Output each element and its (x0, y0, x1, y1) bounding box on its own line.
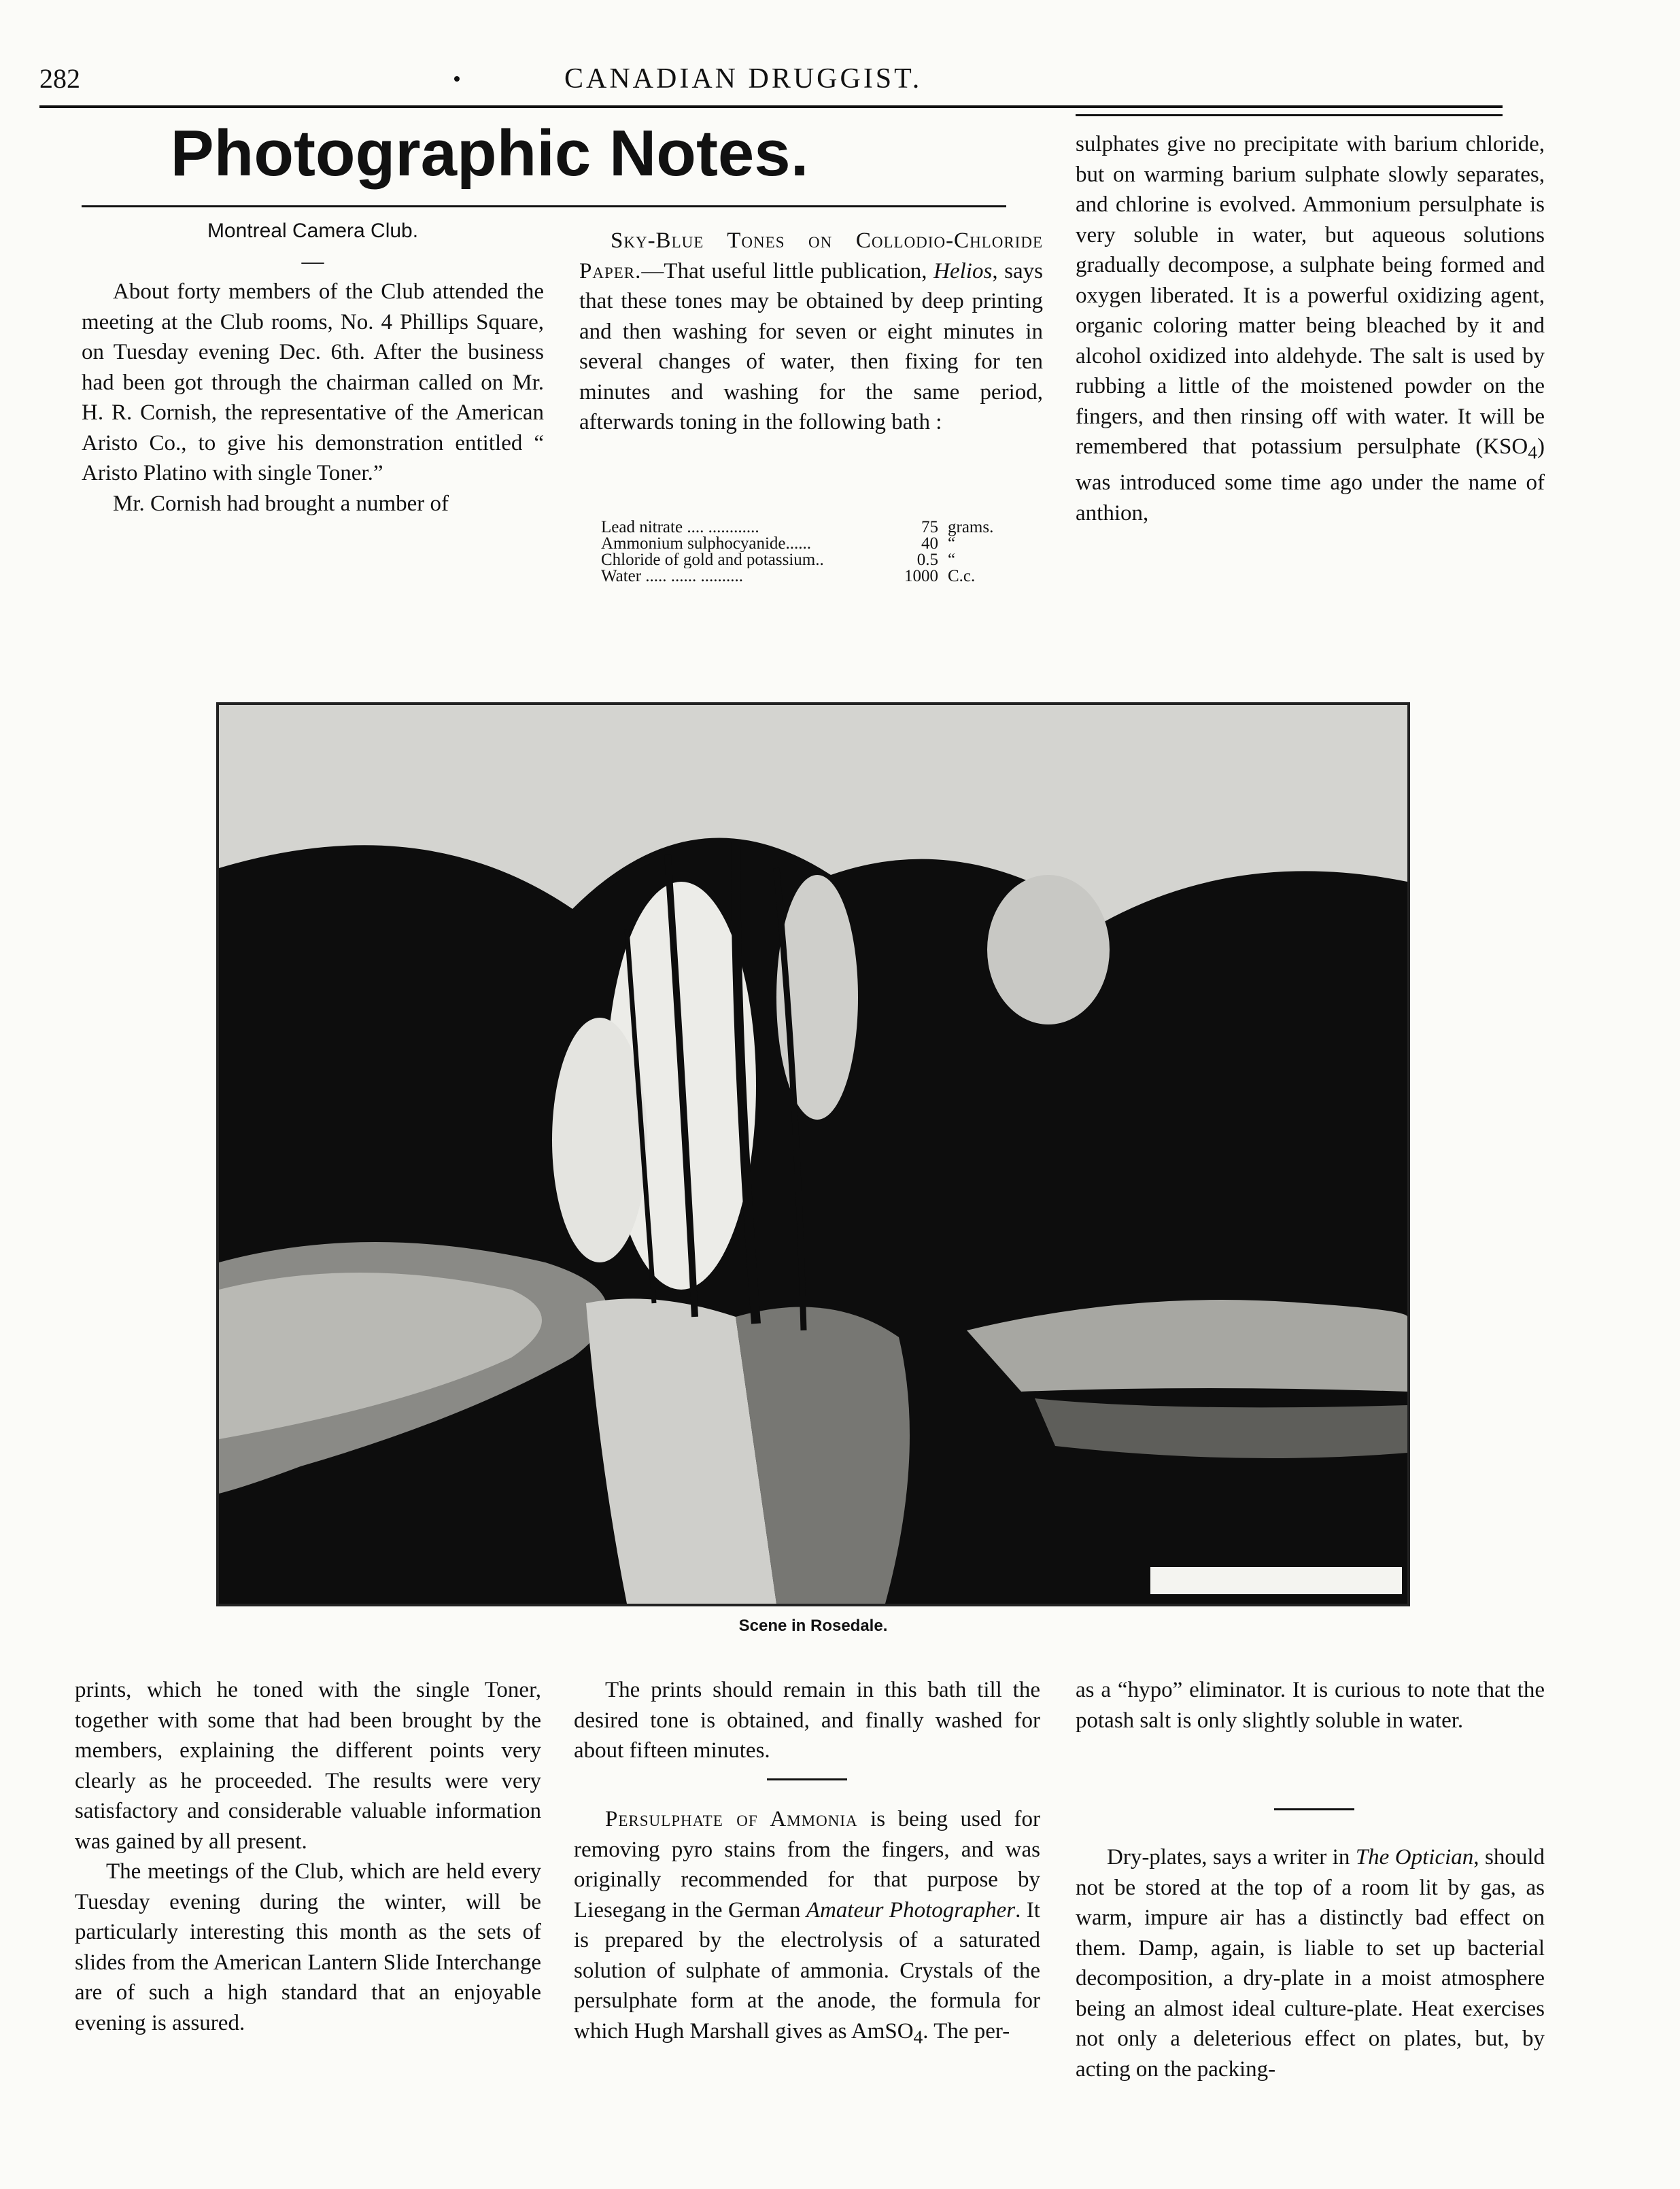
paragraph: The meetings of the Club, which are held every Tuesday evening during the winter, will be particularly interesting this month as the sets of slides from the American Lantern Slide Interchange are of such a high standard that an enjoyable evening is assured. (75, 1859, 541, 2035)
paragraph: About forty members of the Club attended the meeting at the Club rooms, No. 4 Phillips Square, on Tuesday evening Dec. 6th. After the business had been got through the chairman called on Mr. H. R. Cornish, the representative of the American Aristo Co., to give his demonstration entitled “ Aristo Platino with single Toner.” (82, 279, 544, 485)
recipe-row (601, 519, 1023, 536)
ingredient-unit: “ (948, 551, 956, 569)
text-run: Dry-plates, says a writer in (1107, 1845, 1356, 1869)
subscript: 4 (913, 2026, 923, 2048)
ingredient-unit: “ (948, 534, 956, 553)
ingredient-name: Ammonium sulphocyanide...... (601, 536, 811, 552)
column-3-bottom-dryplates (1076, 1842, 1545, 2084)
text-run: . It is prepared by the electrolysis of a saturated solution of sulphate of ammonia. Crystals of the persulphate form at the anode, the formula for which Hugh Marshall gives as AmSO (574, 1897, 1040, 2044)
recipe-row (601, 568, 1023, 585)
ingredient-name: Water ..... ...... .......... (601, 568, 744, 585)
column-2-top (579, 226, 1043, 438)
title-rule (82, 205, 1006, 207)
paragraph (1076, 129, 1545, 528)
landscape-photo-illustration (219, 705, 1407, 1604)
text-run: sulphates give no precipitate with barium chloride, but on warming barium sulphate slowly separates, and chlorine is evolved. Ammonium persulphate is very soluble in water, but aqueous solutions gradually decompose, a sulphate being formed and oxygen liberated. It is a powerful oxidizing agent, organic coloring matter being bleached by it and alcohol oxidized into aldehyde. The salt is used by rubbing a little of the moistened powder on the fingers, and then rinsing off with water. It will be remembered that potassium persulphate (KSO (1076, 132, 1545, 459)
photograph-scene (216, 702, 1410, 1606)
ingredient-name: Lead nitrate .... ............ (601, 519, 759, 536)
subscript: 4 (1528, 441, 1537, 463)
publication-title: The Optician (1355, 1845, 1474, 1869)
lead-in: Persulphate of Ammonia (605, 1807, 858, 1831)
ingredient-amount: 40 (921, 534, 938, 553)
running-head: CANADIAN DRUGGIST. (564, 63, 923, 94)
text-run: —That useful little publication, (641, 258, 934, 283)
ingredient-amount: 75 (921, 518, 938, 536)
paragraph: The prints should remain in this bath till the desired tone is obtained, and finally washed for about fifteen minutes. (574, 1678, 1040, 1763)
paragraph: as a “hypo” eliminator. It is curious to note that the potash salt is only slightly soluble in water. (1076, 1678, 1545, 1733)
recipe-table (601, 519, 1023, 585)
header-dot (454, 76, 460, 82)
text-run: , says that these tones may be obtained by deep printing and then washing for seven or eight minutes in several changes of water, then fixing for ten minutes and washing for the same period, afterwards toning in the following bath : (579, 258, 1043, 434)
ingredient-name: Chloride of gold and potassium.. (601, 552, 824, 568)
text-run: is being used for removing pyro stains from the fingers, and was originally recommended for that purpose by Liesegang in the German (574, 1807, 1040, 1923)
column-3-bottom (1076, 1675, 1545, 1736)
paragraph: prints, which he toned with the single Toner, together with some that had been brought by the members, explaining the different points very clearly as he proceeded. The results were very satisfactory and considerable valuable information was gained by all present. (75, 1678, 541, 1854)
article-title: Photographic Notes. (170, 117, 809, 190)
column-1-top (82, 216, 544, 519)
text-run: ) was introduced some time ago under the name of anthion, (1076, 434, 1545, 525)
publication-title: Amateur Photographer (806, 1897, 1016, 1923)
recipe-row (601, 536, 1023, 552)
ingredient-amount: 0.5 (916, 551, 938, 569)
header-rule (39, 105, 1503, 108)
ingredient-amount: 1000 (904, 567, 938, 585)
ingredient-unit: grams. (948, 518, 994, 536)
paragraph: Mr. Cornish had brought a number of (113, 491, 449, 516)
page-number: 282 (39, 63, 80, 94)
col3-top-rule (1076, 114, 1503, 116)
section-divider (1274, 1808, 1354, 1810)
column-1-bottom (75, 1675, 541, 2038)
paragraph (579, 226, 1043, 438)
column-2-bottom-persulphate (574, 1804, 1040, 2052)
text-run: . The per- (923, 2018, 1010, 2044)
column-3-top (1076, 129, 1545, 528)
ingredient-unit: C.c. (948, 567, 976, 585)
publication-title: Helios (933, 258, 993, 283)
section-divider (767, 1778, 847, 1780)
paragraph (1076, 1842, 1545, 2084)
section-dash: — (301, 249, 324, 274)
paragraph (574, 1804, 1040, 2052)
lead-in: Sky-Blue Tones on Collodio-Chloride Paper. (579, 228, 1043, 283)
photo-caption: Scene in Rosedale. (738, 1617, 888, 1635)
recipe-row (601, 552, 1023, 568)
text-run: , should not be stored at the top of a room lit by gas, as warm, impure air has a distinctly bad effect on them. Damp, again, is liable to set up bacterial decomposition, a dry-plate in a moist atmosphere being an almost ideal culture-plate. Heat exercises not only a deleterious effect on plates, but, by acting on the packing- (1076, 1845, 1545, 2082)
column-2-bottom (574, 1675, 1040, 1766)
section-subhead: Montreal Camera Club. (207, 220, 419, 242)
